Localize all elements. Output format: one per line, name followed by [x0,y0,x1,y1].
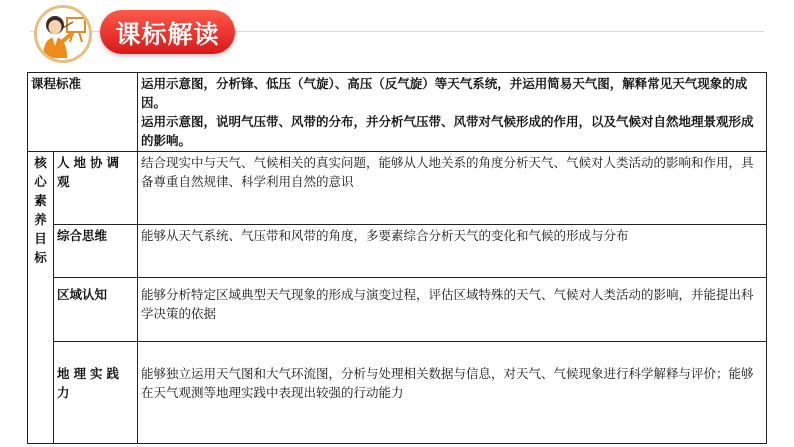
literacy-item-name: 综合思维 [54,225,138,278]
literacy-label-char: 心 [34,174,47,189]
literacy-item-name: 人地协调观 [54,152,138,225]
literacy-label-char: 核 [34,155,47,170]
table-row-literacy [28,152,767,225]
literacy-item-desc: 结合现实中与天气、气候相关的真实问题，能够从人地关系的角度分析天气、气候对人类活动的影响和作用，具备尊重自然规律、科学利用自然的意识 [138,152,767,225]
standards-table [27,72,767,444]
literacy-label [28,152,54,444]
header [0,0,794,62]
standard-line: 运用示意图，说明气压带、风带的分布，并分析气压带、风带对气候形成的作用，以及气候对自然地理景观形成的影响。 [141,114,754,148]
literacy-item-desc: 能够分析特定区域典型天气现象的形成与演变过程，评估区域特殊的天气、气候对人类活动的影响，并能提出科学决策的依据 [138,278,767,342]
table-row-literacy [28,278,767,342]
standard-line: 运用示意图，分析锋、低压（气旋）、高压（反气旋）等天气系统，并运用简易天气图，解释常见天气现象的成因。 [141,76,748,110]
teacher-icon [37,8,89,60]
table-row-standard [28,73,767,152]
standard-label: 课程标准 [28,73,138,152]
page-title: 课标解读 [115,20,220,49]
literacy-item-name: 区域认知 [54,278,138,342]
literacy-item-desc: 能够独立运用天气图和大气环流图，分析与处理相关数据与信息，对天气、气候现象进行科学解释与评价；能够在天气观测等地理实践中表现出较强的行动能力 [138,342,767,444]
literacy-label-char: 素 [34,193,47,208]
standard-content [138,73,767,152]
avatar [34,5,92,63]
literacy-label-char: 养 [34,212,47,227]
literacy-item-name: 地理实践力 [54,342,138,444]
table-row-literacy [28,225,767,278]
literacy-item-desc: 能够从天气系统、气压带和风带的角度，多要素综合分析天气的变化和气候的形成与分布 [138,225,767,278]
standards-table-container [27,72,766,436]
literacy-label-char: 目 [34,231,47,246]
title-badge [100,10,235,54]
table-row-literacy [28,342,767,444]
literacy-label-char: 标 [34,250,47,265]
